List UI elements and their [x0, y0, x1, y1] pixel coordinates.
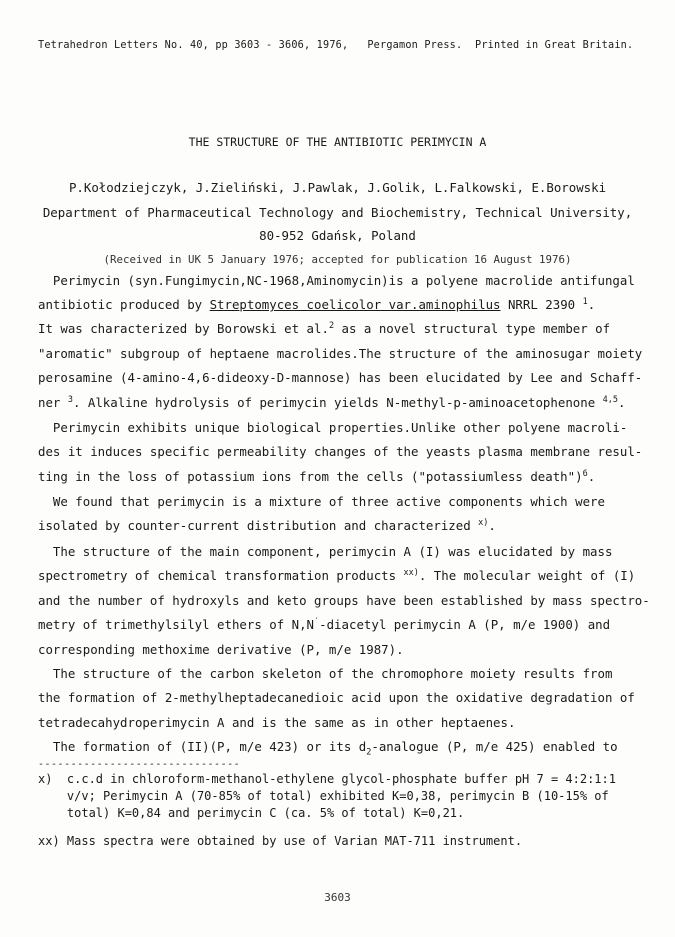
footnote-line: v/v; Perimycin A (70-85% of total) exhibited K=0,38, perimycin B (10-15% of — [38, 789, 609, 803]
body-line: the formation of 2-methylheptadecanedioic acid upon the oxidative degradation of — [38, 690, 635, 705]
page-number: 3603 — [324, 891, 351, 904]
body-line: ting in the loss of potassium ions from the cells ("potassiumless death")$^6$. — [38, 468, 596, 484]
subscript: 2 — [366, 747, 372, 758]
species-name: Streptomyces coelicolor var.aminophilus — [209, 297, 501, 312]
reference-marker: 1 — [582, 296, 588, 307]
body-line: antibiotic produced by Streptomyces coelicolor var.aminophilus NRRL 2390 $^1$. — [38, 296, 596, 312]
body-line: tetradecahydroperimycin A and is the same as in other heptaenes. — [38, 715, 516, 730]
affiliation-line-1: Department of Pharmaceutical Technology and Biochemistry, Technical University, — [42, 205, 633, 220]
body-line: isolated by counter-current distribution and characterized $^{x)}$. — [38, 517, 496, 533]
body-line: The formation of (II)(P, m/e 423) or its $d_2$-analogue (P, m/e 425) enabled to — [38, 739, 618, 758]
reference-marker: 2 — [328, 320, 335, 331]
body-line: corresponding methoxime derivative (P, m/e 1987). — [38, 642, 404, 657]
journal-header: Tetrahedron Letters No. 40, pp 3603 - 3606, 1976, Pergamon Press. Printed in Great Britain. — [38, 40, 634, 51]
body-line: "aromatic" subgroup of heptaene macrolides.The structure of the aminosugar moiety — [38, 346, 643, 361]
body-line: and the number of hydroxyls and keto groups have been established by mass spectro- — [38, 593, 650, 608]
body-line: The structure of the main component, perimycin A (I) was elucidated by mass — [38, 544, 613, 559]
reference-marker: 3 — [67, 394, 73, 405]
body-line: Perimycin (syn.Fungimycin,NC-1968,Aminomycin)is a polyene macrolide antifungal — [38, 273, 635, 288]
reference-marker: 6 — [582, 468, 588, 479]
footnote-line: total) K=0,84 and perimycin C (ca. 5% of total) K=0,21. — [38, 806, 465, 820]
body-line: The structure of the carbon skeleton of the chromophore moiety results from — [38, 666, 613, 681]
footnote-separator: ------------------------------- — [38, 759, 241, 770]
article-title: THE STRUCTURE OF THE ANTIBIOTIC PERIMYCIN A — [188, 135, 487, 149]
footnote-marker: xx) — [403, 567, 419, 578]
received-note: (Received in UK 5 January 1976; accepted for publication 16 August 1976) — [103, 253, 572, 266]
body-line: It was characterized by Borowski et al.$^2$ as a novel structural type member of — [38, 320, 611, 336]
body-line: spectrometry of chemical transformation products $^{xx)}$. The molecular weight of (I) — [38, 567, 636, 583]
author-list: P.Kołodziejczyk, J.Zieliński, J.Pawlak, J.Golik, L.Falkowski, E.Borowski — [68, 180, 607, 195]
body-line: ner $^3$. Alkaline hydrolysis of perimycin yields N-methyl-p-aminoacetophenone $^{4,5}$. — [38, 394, 626, 410]
footnote-marker: x) — [478, 517, 489, 528]
body-line: Perimycin exhibits unique biological properties.Unlike other polyene macroli- — [38, 420, 628, 435]
body-line: metry of trimethylsilyl ethers of N,N′-diacetyl perimycin A (P, m/e 1900) and — [38, 616, 611, 632]
affiliation-line-2: 80-952 Gdańsk, Poland — [259, 228, 416, 243]
body-line: perosamine (4-amino-4,6-dideoxy-D-mannose) has been elucidated by Lee and Schaff- — [38, 370, 643, 385]
footnote-line: x) c.c.d in chloroform-methanol-ethylene glycol-phosphate buffer pH 7 = 4:2:1:1 — [38, 772, 616, 786]
reference-marker: 4,5 — [602, 394, 618, 405]
body-line: des it induces specific permeability changes of the yeasts plasma membrane resul- — [38, 444, 643, 459]
prime-marker: ′ — [314, 616, 320, 627]
body-line: We found that perimycin is a mixture of three active components which were — [38, 494, 605, 509]
footnote-line: xx) Mass spectra were obtained by use of Varian MAT-711 instrument. — [38, 834, 523, 848]
